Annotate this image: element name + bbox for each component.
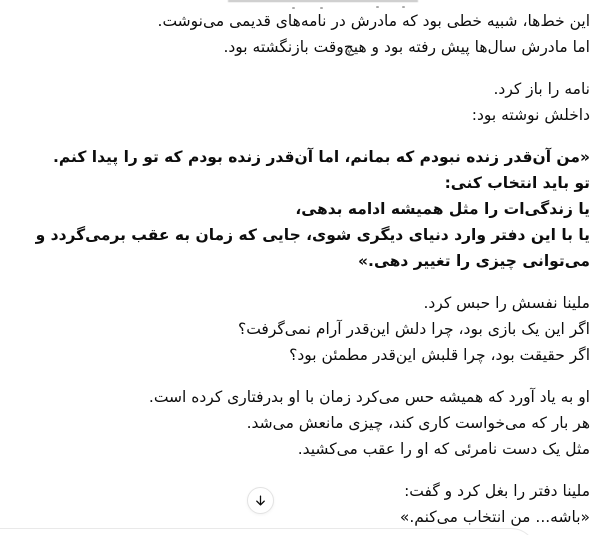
message-line: تو باید انتخاب کنی: [444,174,590,192]
message-line: «من آن‌قدر زنده نبودم که بمانم، اما آن‌قدر زنده بودم که تو را پیدا کنم. [53,148,590,166]
message-line: یا با این دفتر وارد دنیای دیگری شوی، جایی که زمان به عقب برمی‌گردد و می‌توانی چیزی را تغییر دهی.» [35,226,590,270]
message-line: او به یاد آورد که همیشه حس می‌کرد زمان با او بدرفتاری کرده است. [148,388,590,406]
message-line: داخلش نوشته بود: [471,106,590,124]
message-line: اما مادرش سال‌ها پیش رفته بود و هیچ‌وقت بازنگشته بود. [223,38,590,56]
arrow-down-icon [253,493,268,508]
assistant-message [8,8,590,535]
message-paragraph [8,8,590,60]
message-line: اگر حقیقت بود، چرا قلبش این‌قدر مطمئن بود؟ [289,346,590,364]
message-line: نامه را باز کرد. [493,80,590,98]
scroll-to-bottom-button[interactable] [247,487,274,514]
message-line: «باشه... من انتخاب می‌کنم.» [399,508,590,526]
message-paragraph [8,76,590,128]
message-line: هر بار که می‌خواست کاری کند، چیزی مانعش می‌شد. [246,414,590,432]
cropped-text-sliver [228,0,418,2]
message-line: ملینا نفسش را حبس کرد. [423,294,590,312]
message-line: مثل یک دست نامرئی که او را عقب می‌کشید. [297,440,590,458]
message-line: اگر این یک بازی بود، چرا دلش این‌قدر آرام نمی‌گرفت؟ [237,320,590,338]
message-paragraph [8,478,590,530]
composer-input-top-edge[interactable] [0,528,537,535]
message-paragraph [8,290,590,368]
message-paragraph [8,144,590,274]
message-paragraph [8,384,590,462]
message-line: ملینا دفتر را بغل کرد و گفت: [404,482,590,500]
message-line: یا زندگی‌ات را مثل همیشه ادامه بدهی، [295,200,590,218]
message-line: این خط‌ها، شبیه خطی بود که مادرش در نامه‌های قدیمی می‌نوشت. [157,12,590,30]
